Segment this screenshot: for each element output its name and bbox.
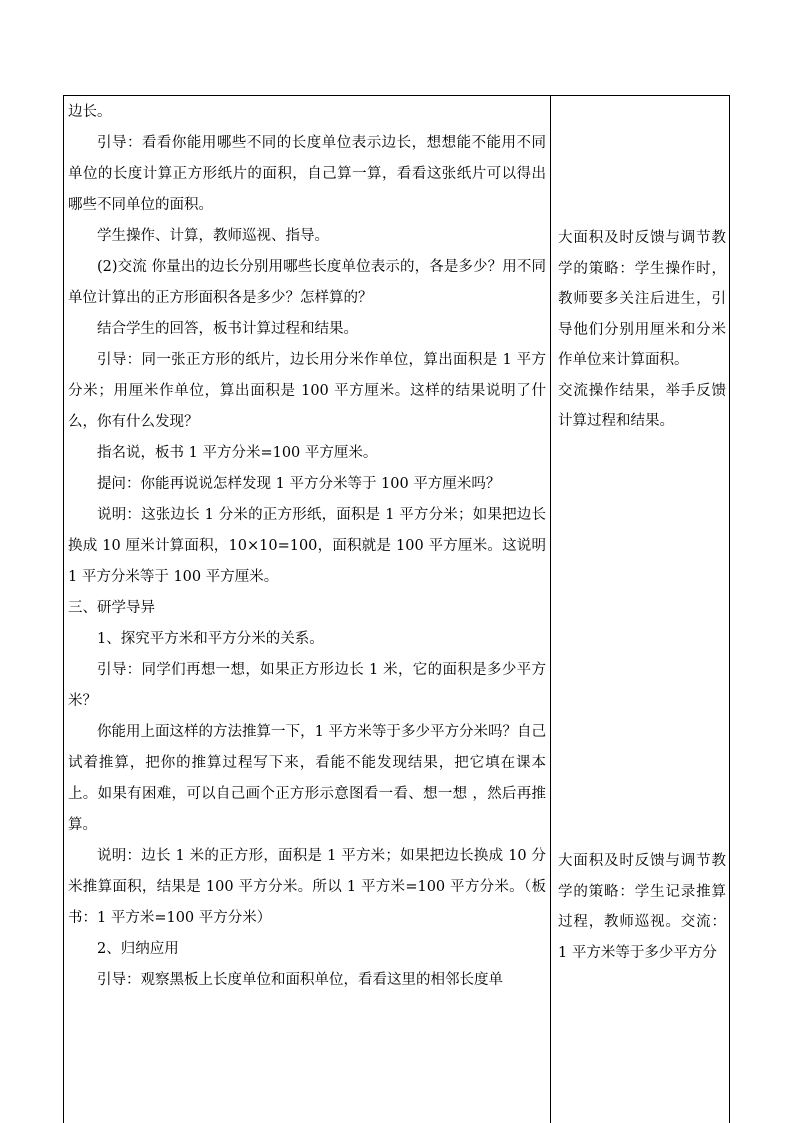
main-paragraph: (2)交流 你量出的边长分别用哪些长度单位表示的，各是多少？用不同单位计算出的正方形面积各是多少？怎样算的？ bbox=[68, 259, 546, 306]
side-note-paragraph: 交流操作结果，举手反馈计算过程和结果。 bbox=[558, 382, 726, 429]
column-divider bbox=[550, 95, 551, 1123]
main-paragraph: 边长。 bbox=[68, 104, 112, 120]
main-paragraph: 学生操作、计算，教师巡视、指导。 bbox=[97, 228, 329, 244]
main-paragraph: 指名说，板书 1 平方分米=100 平方厘米。 bbox=[97, 445, 378, 461]
main-paragraph: 提问：你能再说说怎样发现 1 平方分米等于 100 平方厘米吗？ bbox=[97, 476, 501, 492]
main-column bbox=[68, 97, 546, 996]
side-note-paragraph: 大面积及时反馈与调节教学的策略：学生记录推算过程，教师巡视。交流：1 平方米等于多少平方分 bbox=[558, 853, 726, 961]
main-paragraph: 三、研学导异 bbox=[68, 600, 155, 616]
side-note-block-1 bbox=[558, 223, 726, 437]
main-paragraph: 说明：边长 1 米的正方形，面积是 1 平方米；如果把边长换成 10 分米推算面积，结果是 100 平方分米。所以 1 平方米=100 平方分米。（板书：1 平方米=100 平方分米） bbox=[68, 848, 546, 926]
side-note-paragraph: 大面积及时反馈与调节教学的策略：学生操作时，教师要多关注后进生，引导他们分别用厘米和分米作单位来计算面积。 bbox=[558, 230, 726, 368]
side-note-block-2 bbox=[558, 846, 726, 968]
main-paragraph: 引导：观察黑板上长度单位和面积单位，看看这里的相邻长度单 bbox=[97, 972, 503, 988]
main-paragraph: 你能用上面这样的方法推算一下，1 平方米等于多少平方分米吗？自己试着推算，把你的推算过程写下来，看能不能发现结果，把它填在课本上。如果有困难，可以自己画个正方形示意图看一看、想一想 ，然后再推算。 bbox=[68, 724, 546, 833]
main-paragraph: 2、归纳应用 bbox=[97, 941, 179, 957]
main-paragraph: 说明：这张边长 1 分米的正方形纸，面积是 1 平方分米；如果把边长换成 10 厘米计算面积，10×10=100，面积就是 100 平方厘米。这说明 1 平方分米等于 100 平方厘米。 bbox=[68, 507, 546, 585]
main-paragraph: 1、探究平方米和平方分米的关系。 bbox=[97, 631, 324, 647]
main-paragraph: 引导：同学们再想一想，如果正方形边长 1 米，它的面积是多少平方米？ bbox=[68, 662, 546, 709]
main-paragraph: 引导：同一张正方形的纸片，边长用分米作单位，算出面积是 1 平方分米；用厘米作单位，算出面积是 100 平方厘米。这样的结果说明了什么，你有什么发现？ bbox=[68, 352, 546, 430]
main-paragraph: 结合学生的回答，板书计算过程和结果。 bbox=[97, 321, 358, 337]
main-paragraph: 引导：看看你能用哪些不同的长度单位表示边长，想想能不能用不同单位的长度计算正方形纸片的面积，自己算一算，看看这张纸片可以得出哪些不同单位的面积。 bbox=[68, 135, 546, 213]
